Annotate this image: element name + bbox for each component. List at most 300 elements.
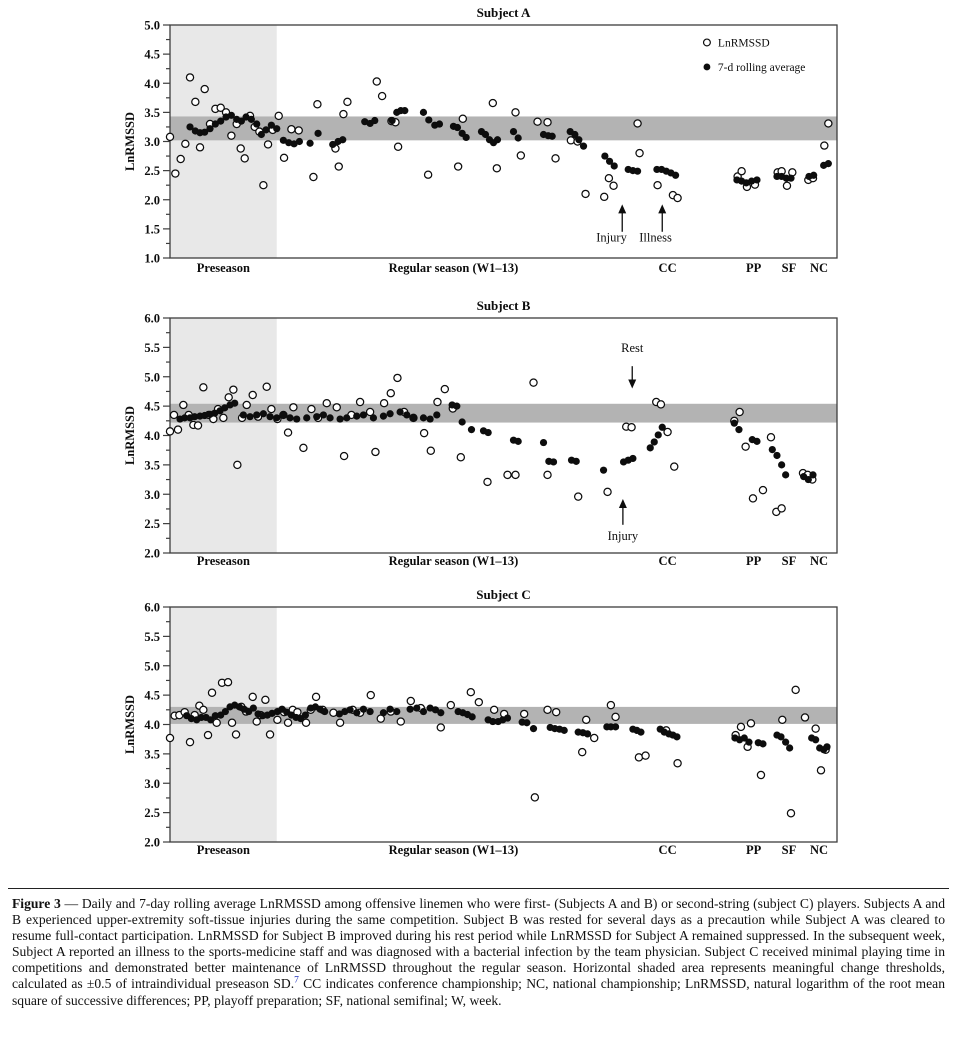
data-point-open bbox=[582, 190, 589, 197]
data-point-filled bbox=[253, 411, 260, 418]
legend-open-circle-marker bbox=[704, 39, 711, 46]
data-point-filled bbox=[510, 128, 517, 135]
data-point-open bbox=[308, 405, 315, 412]
y-tick-label: 5.5 bbox=[144, 340, 160, 355]
data-point-filled bbox=[353, 709, 360, 716]
data-point-filled bbox=[250, 704, 257, 711]
data-point-filled bbox=[769, 446, 776, 453]
data-point-open bbox=[186, 74, 193, 81]
data-point-open bbox=[241, 155, 248, 162]
x-region-label: SF bbox=[781, 843, 797, 857]
data-point-filled bbox=[549, 133, 556, 140]
data-point-open bbox=[200, 384, 207, 391]
data-point-open bbox=[192, 98, 199, 105]
data-point-filled bbox=[293, 415, 300, 422]
data-point-filled bbox=[387, 706, 394, 713]
data-point-open bbox=[356, 398, 363, 405]
data-point-open bbox=[225, 394, 232, 401]
data-point-open bbox=[634, 120, 641, 127]
data-point-filled bbox=[463, 134, 470, 141]
data-point-filled bbox=[786, 744, 793, 751]
data-point-open bbox=[220, 414, 227, 421]
data-point-filled bbox=[530, 725, 537, 732]
data-point-filled bbox=[320, 411, 327, 418]
data-point-open bbox=[166, 133, 173, 140]
data-point-filled bbox=[573, 458, 580, 465]
data-point-open bbox=[455, 163, 462, 170]
data-point-open bbox=[288, 126, 295, 133]
data-point-open bbox=[340, 111, 347, 118]
data-point-open bbox=[441, 385, 448, 392]
data-point-filled bbox=[782, 739, 789, 746]
data-point-open bbox=[607, 702, 614, 709]
data-point-filled bbox=[380, 413, 387, 420]
y-axis-label: LnRMSSD bbox=[123, 111, 137, 172]
data-point-filled bbox=[523, 719, 530, 726]
data-point-open bbox=[825, 120, 832, 127]
chart-title: Subject B bbox=[476, 298, 531, 313]
y-tick-label: 5.5 bbox=[144, 629, 160, 644]
data-point-filled bbox=[504, 714, 511, 721]
data-point-filled bbox=[759, 740, 766, 747]
data-point-open bbox=[172, 170, 179, 177]
data-point-filled bbox=[370, 414, 377, 421]
data-point-open bbox=[434, 398, 441, 405]
data-point-open bbox=[177, 155, 184, 162]
data-point-open bbox=[344, 98, 351, 105]
y-tick-label: 1.0 bbox=[144, 251, 160, 266]
data-point-open bbox=[280, 154, 287, 161]
data-point-filled bbox=[420, 109, 427, 116]
data-point-open bbox=[266, 731, 273, 738]
data-point-open bbox=[674, 194, 681, 201]
data-point-open bbox=[787, 810, 794, 817]
y-tick-label: 5.0 bbox=[144, 659, 160, 674]
data-point-filled bbox=[420, 414, 427, 421]
data-point-filled bbox=[515, 134, 522, 141]
data-point-open bbox=[447, 702, 454, 709]
y-tick-label: 4.0 bbox=[144, 429, 160, 443]
data-point-filled bbox=[745, 739, 752, 746]
data-point-filled bbox=[787, 175, 794, 182]
data-point-filled bbox=[360, 411, 367, 418]
data-point-open bbox=[749, 495, 756, 502]
data-point-filled bbox=[637, 729, 644, 736]
data-point-filled bbox=[397, 408, 404, 415]
y-tick-label: 3.5 bbox=[144, 105, 160, 120]
data-point-open bbox=[194, 422, 201, 429]
data-point-open bbox=[274, 716, 281, 723]
data-point-open bbox=[567, 137, 574, 144]
data-point-open bbox=[268, 405, 275, 412]
x-region-label: Preseason bbox=[196, 554, 250, 568]
data-point-open bbox=[336, 719, 343, 726]
data-point-filled bbox=[336, 415, 343, 422]
y-tick-label: 5.0 bbox=[144, 18, 160, 33]
data-point-filled bbox=[389, 117, 396, 124]
data-point-open bbox=[295, 127, 302, 134]
data-point-filled bbox=[584, 730, 591, 737]
data-point-filled bbox=[782, 471, 789, 478]
data-point-filled bbox=[812, 736, 819, 743]
data-point-filled bbox=[240, 411, 247, 418]
chart-legend bbox=[704, 37, 806, 73]
y-tick-label: 1.5 bbox=[144, 222, 160, 237]
data-point-filled bbox=[413, 704, 420, 711]
data-point-filled bbox=[326, 414, 333, 421]
data-point-filled bbox=[454, 124, 461, 131]
data-point-open bbox=[290, 404, 297, 411]
chart-title: Subject A bbox=[476, 5, 531, 20]
x-region-label: Preseason bbox=[196, 261, 250, 275]
data-point-filled bbox=[410, 414, 417, 421]
annotation-arrowhead bbox=[658, 204, 666, 213]
data-point-filled bbox=[659, 424, 666, 431]
data-point-filled bbox=[731, 420, 738, 427]
data-point-open bbox=[583, 716, 590, 723]
data-point-open bbox=[174, 426, 181, 433]
data-point-filled bbox=[437, 709, 444, 716]
data-point-open bbox=[459, 115, 466, 122]
data-point-filled bbox=[436, 120, 443, 127]
x-region-label: Regular season (W1–13) bbox=[388, 843, 519, 857]
x-region-label: CC bbox=[658, 261, 677, 275]
data-point-open bbox=[759, 487, 766, 494]
data-point-filled bbox=[266, 413, 273, 420]
data-point-open bbox=[200, 706, 207, 713]
data-point-filled bbox=[403, 411, 410, 418]
data-point-open bbox=[801, 714, 808, 721]
figure-caption-abbreviations: CC indicates conference championship; NC, national championship; LnRMSSD, natural logarithm of the root mean square of successive differences; PP, playoff preparation; SF, national semifinal; W, week. bbox=[12, 976, 945, 1008]
x-region-label: CC bbox=[658, 843, 677, 857]
data-point-open bbox=[742, 443, 749, 450]
data-point-open bbox=[475, 699, 482, 706]
figure-caption-dash: — bbox=[60, 896, 82, 911]
data-point-open bbox=[792, 686, 799, 693]
x-region-label: SF bbox=[781, 554, 797, 568]
data-point-filled bbox=[629, 455, 636, 462]
data-point-filled bbox=[280, 411, 287, 418]
data-point-open bbox=[517, 152, 524, 159]
figure-caption-body: Daily and 7-day rolling average LnRMSSD among offensive linemen who were first- (Subjects A and B) or second-string (subject C) players. Subjects A and B experienced upper-extremity soft-tissue injuries during the same competition. Subject B was rested for several days as a precaution while Subject A was cleared to resume full-contact participation. LnRMSSD for Subject B improved during his rest period while LnRMSSD for Subject A remained suppressed. In the subsequent week, Subject A reported an illness to the sports-medicine staff and was diagnosed with a bacterial infection by the team physician. Subject C received minimal playing time in competitions and demonstrated better maintenance of LnRMSSD throughout the regular season. Horizontal shaded area represents meaningful change thresholds, calculated as ±0.5 of intraindividual preseason SD. bbox=[12, 896, 946, 992]
data-point-open bbox=[575, 493, 582, 500]
data-point-open bbox=[397, 718, 404, 725]
data-point-filled bbox=[260, 410, 267, 417]
annotation-arrowhead bbox=[618, 204, 626, 213]
data-point-filled bbox=[303, 414, 310, 421]
data-point-open bbox=[591, 734, 598, 741]
y-tick-label: 2.5 bbox=[144, 164, 160, 179]
data-point-open bbox=[604, 488, 611, 495]
x-region-label: PP bbox=[745, 554, 762, 568]
data-point-filled bbox=[494, 136, 501, 143]
x-region-label: NC bbox=[809, 261, 829, 275]
data-point-open bbox=[284, 429, 291, 436]
data-point-open bbox=[579, 749, 586, 756]
x-region-label: NC bbox=[809, 554, 829, 568]
data-point-open bbox=[264, 141, 271, 148]
x-region-label: PP bbox=[745, 261, 762, 275]
data-point-open bbox=[491, 706, 498, 713]
data-point-open bbox=[186, 739, 193, 746]
chart-title: Subject C bbox=[476, 587, 531, 602]
data-point-open bbox=[493, 165, 500, 172]
data-point-open bbox=[642, 752, 649, 759]
data-point-filled bbox=[580, 143, 587, 150]
data-point-open bbox=[208, 689, 215, 696]
data-point-filled bbox=[420, 708, 427, 715]
data-point-filled bbox=[231, 400, 238, 407]
data-point-open bbox=[275, 112, 282, 119]
data-point-filled bbox=[612, 723, 619, 730]
data-point-filled bbox=[468, 426, 475, 433]
legend-filled-circle-marker bbox=[704, 64, 711, 71]
data-point-filled bbox=[401, 107, 408, 114]
y-tick-label: 3.0 bbox=[144, 776, 160, 791]
data-point-open bbox=[323, 400, 330, 407]
data-point-filled bbox=[253, 120, 260, 127]
data-point-filled bbox=[360, 706, 367, 713]
legend-label: LnRMSSD bbox=[717, 37, 770, 50]
data-point-open bbox=[489, 99, 496, 106]
data-point-open bbox=[534, 118, 541, 125]
data-point-open bbox=[372, 448, 379, 455]
figure-caption-label: Figure 3 bbox=[12, 896, 61, 911]
data-point-open bbox=[260, 182, 267, 189]
annotation-label: Injury bbox=[596, 230, 627, 245]
data-point-open bbox=[201, 85, 208, 92]
data-point-open bbox=[531, 794, 538, 801]
data-point-open bbox=[300, 444, 307, 451]
data-point-open bbox=[812, 725, 819, 732]
data-point-open bbox=[484, 478, 491, 485]
data-point-filled bbox=[540, 439, 547, 446]
data-point-open bbox=[237, 145, 244, 152]
x-region-label: PP bbox=[745, 843, 762, 857]
data-point-filled bbox=[286, 414, 293, 421]
data-point-open bbox=[747, 720, 754, 727]
y-tick-label: 5.0 bbox=[144, 370, 160, 385]
annotation-arrowhead bbox=[628, 380, 636, 389]
data-point-filled bbox=[469, 713, 476, 720]
data-point-open bbox=[544, 119, 551, 126]
data-point-open bbox=[367, 692, 374, 699]
data-point-open bbox=[610, 182, 617, 189]
y-tick-label: 4.0 bbox=[144, 76, 160, 91]
subject-c-plot bbox=[123, 587, 837, 857]
data-point-open bbox=[467, 689, 474, 696]
data-point-filled bbox=[575, 136, 582, 143]
y-tick-label: 3.5 bbox=[144, 747, 160, 762]
data-point-filled bbox=[672, 172, 679, 179]
y-tick-label: 3.5 bbox=[144, 458, 160, 473]
data-point-filled bbox=[313, 413, 320, 420]
annotation-arrowhead bbox=[619, 499, 627, 508]
data-point-open bbox=[821, 142, 828, 149]
y-axis-label: LnRMSSD bbox=[123, 405, 137, 466]
y-axis-label: LnRMSSD bbox=[123, 694, 137, 755]
data-point-open bbox=[263, 383, 270, 390]
data-point-open bbox=[170, 411, 177, 418]
preseason-shaded-region bbox=[170, 318, 277, 553]
data-point-filled bbox=[296, 138, 303, 145]
data-point-open bbox=[340, 452, 347, 459]
caption-divider bbox=[8, 888, 949, 889]
annotation-label: Injury bbox=[607, 529, 639, 544]
data-point-open bbox=[379, 92, 386, 99]
legend-label: 7-d rolling average bbox=[717, 61, 806, 74]
y-tick-label: 4.5 bbox=[144, 47, 160, 62]
data-point-open bbox=[312, 693, 319, 700]
data-point-open bbox=[552, 155, 559, 162]
x-region-label: Regular season (W1–13) bbox=[388, 261, 519, 275]
data-point-filled bbox=[306, 140, 313, 147]
data-point-open bbox=[736, 408, 743, 415]
data-point-open bbox=[395, 143, 402, 150]
data-point-filled bbox=[823, 743, 830, 750]
data-point-open bbox=[284, 719, 291, 726]
data-point-filled bbox=[273, 125, 280, 132]
data-point-open bbox=[779, 716, 786, 723]
data-point-filled bbox=[387, 410, 394, 417]
x-region-label: CC bbox=[658, 554, 677, 568]
data-point-open bbox=[330, 709, 337, 716]
data-point-open bbox=[421, 430, 428, 437]
data-point-filled bbox=[380, 709, 387, 716]
data-point-open bbox=[166, 734, 173, 741]
data-point-open bbox=[530, 379, 537, 386]
data-point-open bbox=[182, 140, 189, 147]
data-point-open bbox=[425, 171, 432, 178]
y-tick-label: 6.0 bbox=[144, 311, 160, 326]
data-point-open bbox=[243, 401, 250, 408]
data-point-open bbox=[224, 679, 231, 686]
annotation-label: Rest bbox=[621, 341, 644, 356]
data-point-open bbox=[654, 182, 661, 189]
data-point-filled bbox=[393, 708, 400, 715]
y-tick-label: 4.0 bbox=[144, 718, 160, 732]
data-point-open bbox=[262, 696, 269, 703]
subject-a-plot bbox=[123, 5, 837, 275]
data-point-open bbox=[335, 163, 342, 170]
data-point-open bbox=[457, 454, 464, 461]
data-point-open bbox=[657, 401, 664, 408]
data-point-filled bbox=[343, 414, 350, 421]
data-point-open bbox=[232, 731, 239, 738]
y-tick-label: 3.0 bbox=[144, 487, 160, 502]
data-point-filled bbox=[314, 130, 321, 137]
data-point-open bbox=[605, 175, 612, 182]
y-tick-label: 2.5 bbox=[144, 806, 160, 821]
data-point-open bbox=[196, 144, 203, 151]
data-point-open bbox=[407, 697, 414, 704]
data-point-open bbox=[381, 400, 388, 407]
data-point-open bbox=[628, 424, 635, 431]
data-point-filled bbox=[753, 176, 760, 183]
data-point-open bbox=[636, 150, 643, 157]
preseason-shaded-region bbox=[170, 607, 277, 842]
data-point-open bbox=[778, 505, 785, 512]
data-point-filled bbox=[655, 431, 662, 438]
data-point-filled bbox=[425, 116, 432, 123]
data-point-open bbox=[674, 760, 681, 767]
data-point-open bbox=[437, 724, 444, 731]
data-point-open bbox=[333, 404, 340, 411]
figure-caption bbox=[12, 896, 945, 1009]
reference-superscript[interactable]: 7 bbox=[294, 975, 299, 986]
data-point-open bbox=[783, 182, 790, 189]
data-point-filled bbox=[433, 411, 440, 418]
data-point-filled bbox=[453, 403, 460, 410]
subject-b-plot bbox=[123, 298, 837, 568]
data-point-open bbox=[544, 706, 551, 713]
data-point-open bbox=[767, 434, 774, 441]
data-point-filled bbox=[735, 426, 742, 433]
data-point-filled bbox=[561, 727, 568, 734]
data-point-open bbox=[228, 132, 235, 139]
data-point-filled bbox=[773, 452, 780, 459]
data-point-open bbox=[228, 719, 235, 726]
data-point-filled bbox=[651, 438, 658, 445]
data-point-open bbox=[373, 78, 380, 85]
data-point-filled bbox=[809, 471, 816, 478]
data-point-filled bbox=[647, 444, 654, 451]
data-point-open bbox=[314, 101, 321, 108]
data-point-filled bbox=[321, 708, 328, 715]
data-point-filled bbox=[673, 733, 680, 740]
data-point-open bbox=[230, 386, 237, 393]
data-point-filled bbox=[825, 160, 832, 167]
data-point-open bbox=[180, 401, 187, 408]
data-point-open bbox=[204, 731, 211, 738]
data-point-filled bbox=[753, 438, 760, 445]
data-point-filled bbox=[515, 438, 522, 445]
data-point-filled bbox=[485, 429, 492, 436]
data-point-open bbox=[737, 723, 744, 730]
data-point-filled bbox=[346, 706, 353, 713]
data-point-filled bbox=[600, 467, 607, 474]
data-point-open bbox=[394, 374, 401, 381]
data-point-open bbox=[387, 390, 394, 397]
data-point-open bbox=[612, 713, 619, 720]
y-tick-label: 6.0 bbox=[144, 600, 160, 615]
data-point-open bbox=[521, 710, 528, 717]
data-point-open bbox=[512, 471, 519, 478]
data-point-open bbox=[544, 471, 551, 478]
y-tick-label: 2.5 bbox=[144, 517, 160, 532]
data-point-open bbox=[234, 461, 241, 468]
y-tick-label: 2.0 bbox=[144, 835, 160, 850]
data-point-open bbox=[757, 771, 764, 778]
y-tick-label: 2.0 bbox=[144, 546, 160, 561]
data-point-open bbox=[310, 173, 317, 180]
y-tick-label: 4.5 bbox=[144, 688, 160, 703]
data-point-open bbox=[166, 428, 173, 435]
data-point-open bbox=[427, 447, 434, 454]
data-point-open bbox=[249, 391, 256, 398]
data-point-filled bbox=[634, 168, 641, 175]
data-point-open bbox=[512, 109, 519, 116]
data-point-filled bbox=[550, 458, 557, 465]
data-point-filled bbox=[246, 413, 253, 420]
data-point-open bbox=[601, 193, 608, 200]
data-point-filled bbox=[353, 413, 360, 420]
x-region-label: NC bbox=[809, 843, 829, 857]
data-point-filled bbox=[339, 136, 346, 143]
data-point-filled bbox=[778, 461, 785, 468]
data-point-open bbox=[817, 767, 824, 774]
y-tick-label: 4.5 bbox=[144, 399, 160, 414]
